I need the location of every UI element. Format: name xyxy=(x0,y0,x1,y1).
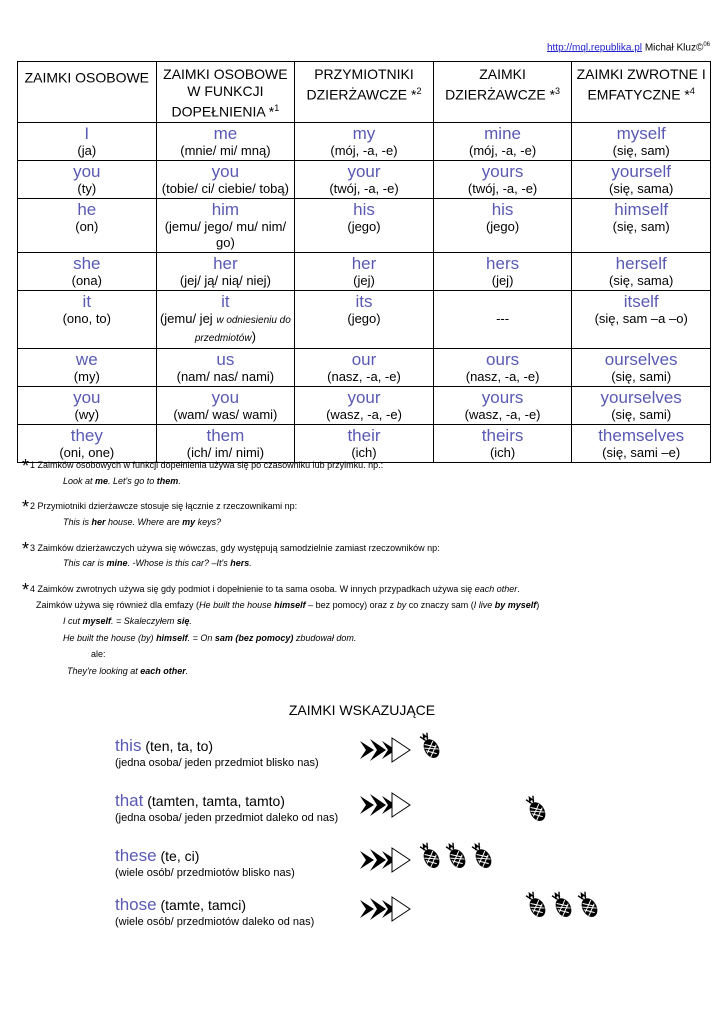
polish-translation: (jego) xyxy=(347,218,381,234)
table-cell xyxy=(18,386,157,424)
english-pronoun: you xyxy=(211,387,240,407)
polish-translation: (nasz, -a, -e) xyxy=(465,368,540,384)
polish-translation: --- xyxy=(496,310,510,326)
table-cell xyxy=(156,198,295,252)
english-pronoun: yours xyxy=(481,387,524,407)
footnote-4-example-2: He built the house (by) himself. = On sam (bez pomocy) zbudował dom. xyxy=(63,633,357,643)
table-cell xyxy=(156,252,295,290)
table-cell xyxy=(18,252,157,290)
polish-translation: (mój, -a, -e) xyxy=(468,142,537,158)
demonstrative-translation: (tamten, tamta, tamto) xyxy=(143,793,285,809)
footnote-2-example: This is her house. Where are my keys? xyxy=(63,517,222,527)
polish-translation: (on) xyxy=(75,218,99,234)
footnote-4-example-3: They're looking at each other. xyxy=(67,666,189,676)
demonstrative-description: (wiele osób/ przedmiotów blisko nas) xyxy=(115,867,295,879)
english-pronoun: him xyxy=(211,199,240,219)
demonstrative-translation: (ten, ta, to) xyxy=(141,738,214,754)
demonstrative-translation: (tamte, tamci) xyxy=(156,897,247,913)
polish-translation: (jego) xyxy=(347,310,381,326)
english-pronoun xyxy=(436,292,570,311)
footnote-4-emphasis: Zaimków używa się również dla emfazy (He built the house himself – bez pomocy) oraz z by co znaczy sam (I live by myself) xyxy=(36,600,540,610)
column-header: ZAIMKI ZWROTNE I EMFATYCZNE *$^4$ xyxy=(572,62,711,123)
english-pronoun: myself xyxy=(616,123,666,143)
polish-translation: (mnie/ mi/ mną) xyxy=(180,142,271,158)
english-pronoun: I xyxy=(84,123,90,143)
demonstrative-word: those xyxy=(115,895,157,914)
polish-translation: (się, sama) xyxy=(609,180,674,196)
table-row xyxy=(18,198,711,252)
column-header: PRZYMIOTNIKI DZIERŻAWCZE *$^2$ xyxy=(295,62,434,123)
english-pronoun: me xyxy=(213,123,238,143)
footnote-3: *3 Zaimków dzierżawczych używa się wówczas, gdy występują samodzielnie zamiast rzeczowników np: xyxy=(22,539,440,559)
table-cell xyxy=(572,252,711,290)
english-pronoun: your xyxy=(347,387,381,407)
english-pronoun: theirs xyxy=(481,425,524,445)
table-cell xyxy=(156,122,295,160)
pronoun-table xyxy=(17,61,711,463)
pineapple-icon xyxy=(418,730,442,762)
english-pronoun: yours xyxy=(481,161,524,181)
english-pronoun: itself xyxy=(623,291,659,311)
column-header: ZAIMKI OSOBOWE xyxy=(18,62,157,123)
polish-translation: (twój, -a, -e) xyxy=(467,180,538,196)
table-row xyxy=(18,290,711,348)
table-cell xyxy=(295,160,434,198)
polish-translation: (ich) xyxy=(351,444,377,460)
demonstrative-word: this xyxy=(115,736,142,755)
footnote-4-ale: ale: xyxy=(91,649,106,659)
polish-translation: (jemu/ jej w odniesieniu do przedmiotów) xyxy=(159,310,291,344)
english-pronoun: they xyxy=(70,425,103,445)
pineapple-icon xyxy=(418,840,442,872)
english-pronoun: ours xyxy=(486,349,520,369)
english-pronoun: she xyxy=(73,253,101,273)
table-cell xyxy=(433,160,572,198)
demonstrative-that xyxy=(115,791,338,824)
polish-translation: (jej) xyxy=(491,272,514,288)
english-pronoun: mine xyxy=(484,123,521,143)
polish-translation: (się, sam) xyxy=(612,142,670,158)
table-cell xyxy=(18,290,157,348)
polish-translation: (wasz, -a, -e) xyxy=(326,406,402,422)
table-cell xyxy=(295,198,434,252)
demonstratives-title: ZAIMKI WSKAZUJĄCE xyxy=(288,702,436,718)
table-cell xyxy=(156,386,295,424)
english-pronoun: her xyxy=(351,253,377,273)
table-cell xyxy=(433,424,572,462)
table-cell xyxy=(572,198,711,252)
polish-translation: (się, sami) xyxy=(611,368,672,384)
polish-translation: (my) xyxy=(73,368,100,384)
author-name: Michał Kluz© xyxy=(644,42,704,54)
author-link[interactable]: http://mql.republika.pl xyxy=(546,42,643,54)
english-pronoun: us xyxy=(216,349,235,369)
demonstrative-those xyxy=(115,895,314,928)
polish-translation: (ich/ im/ nimi) xyxy=(186,444,265,460)
english-pronoun: his xyxy=(491,199,514,219)
english-pronoun: them xyxy=(206,425,245,445)
polish-translation: (mój, -a, -e) xyxy=(330,142,398,158)
english-pronoun: their xyxy=(347,425,381,445)
table-cell xyxy=(295,290,434,348)
footnote-1-example: Look at me. Let's go to them. xyxy=(63,476,181,486)
polish-translation: (jego) xyxy=(485,218,520,234)
english-pronoun: her xyxy=(213,253,238,273)
english-pronoun: yourselves xyxy=(600,387,682,407)
footnote-4: *4 Zaimków zwrotnych używa się gdy podmiot i dopełnienie to ta sama osoba. W innych przypadkach używa się each other. xyxy=(22,580,520,600)
table-cell xyxy=(156,160,295,198)
arrow-icon xyxy=(360,896,412,922)
demonstrative-description: (jedna osoba/ jeden przedmiot blisko nas) xyxy=(115,757,319,769)
english-pronoun: herself xyxy=(615,253,667,273)
table-cell xyxy=(295,122,434,160)
table-cell xyxy=(572,160,711,198)
table-cell xyxy=(572,386,711,424)
polish-translation: (nasz, -a, -e) xyxy=(327,368,401,384)
column-header: ZAIMKI DZIERŻAWCZE *$^3$ xyxy=(433,62,572,123)
english-pronoun: it xyxy=(82,291,92,311)
table-row xyxy=(18,252,711,290)
demonstrative-these xyxy=(115,846,295,879)
english-pronoun: you xyxy=(73,161,101,181)
footnote-1: *1 Zaimków osobowych w funkcji dopełnienia używa się po czasowniku lub przyimku. np.: xyxy=(22,456,384,476)
table-cell xyxy=(156,348,295,386)
pineapple-icon xyxy=(576,889,600,921)
english-pronoun: he xyxy=(77,199,97,219)
table-cell xyxy=(295,252,434,290)
table-cell xyxy=(295,348,434,386)
table-cell xyxy=(572,348,711,386)
demonstrative-description: (wiele osób/ przedmiotów daleko od nas) xyxy=(115,916,315,928)
english-pronoun: himself xyxy=(614,199,669,219)
demonstrative-description: (jedna osoba/ jeden przedmiot daleko od nas) xyxy=(115,812,339,824)
polish-translation: (ona) xyxy=(71,272,102,288)
english-pronoun: ourselves xyxy=(604,349,678,369)
demonstrative-word: these xyxy=(115,846,157,865)
table-row xyxy=(18,348,711,386)
polish-translation: (się, sami –e) xyxy=(602,444,681,460)
table-cell xyxy=(572,424,711,462)
table-cell xyxy=(433,122,572,160)
english-pronoun: its xyxy=(355,291,373,311)
demonstrative-word: that xyxy=(115,791,144,810)
pineapple-icon xyxy=(550,889,574,921)
polish-translation: (oni, one) xyxy=(59,444,115,460)
english-pronoun: you xyxy=(73,387,101,407)
arrow-icon xyxy=(360,792,412,818)
polish-translation: (wasz, -a, -e) xyxy=(464,406,541,422)
table-cell xyxy=(433,252,572,290)
english-pronoun: themselves xyxy=(598,425,685,445)
pineapple-icon xyxy=(524,793,548,825)
demonstrative-this xyxy=(115,736,319,769)
polish-translation: (się, sama) xyxy=(609,272,674,288)
polish-translation: (ich) xyxy=(489,444,516,460)
polish-translation: (tobie/ ci/ ciebie/ tobą) xyxy=(161,180,289,196)
english-pronoun: hers xyxy=(486,253,520,273)
table-cell xyxy=(433,348,572,386)
pineapple-icon xyxy=(524,889,548,921)
polish-translation: (się, sam) xyxy=(612,218,670,234)
table-row xyxy=(18,386,711,424)
table-row xyxy=(18,122,711,160)
table-cell xyxy=(572,290,711,348)
table-cell xyxy=(156,290,295,348)
table-cell xyxy=(18,198,157,252)
copyright-year: 06 xyxy=(703,42,710,48)
polish-translation: (się, sami) xyxy=(611,406,672,422)
polish-translation: (nam/ nas/ nami) xyxy=(176,368,275,384)
footnote-4-example-1: I cut myself. = Skaleczyłem się. xyxy=(63,616,192,626)
column-header: ZAIMKI OSOBOWE W FUNKCJI DOPEŁNIENIA *$^1$ xyxy=(156,62,295,123)
polish-translation: (się, sam –a –o) xyxy=(594,310,688,326)
english-pronoun: you xyxy=(211,161,240,181)
polish-translation: (twój, -a, -e) xyxy=(329,180,399,196)
table-cell xyxy=(18,122,157,160)
table-cell xyxy=(572,122,711,160)
footnote-2: *2 Przymiotniki dzierżawcze stosuje się łącznie z rzeczownikami np: xyxy=(22,497,298,517)
demonstrative-translation: (te, ci) xyxy=(156,848,200,864)
footnote-3-example: This car is mine. -Whose is this car? –It's hers. xyxy=(63,558,252,568)
arrow-icon xyxy=(360,847,412,873)
english-pronoun: it xyxy=(221,291,230,311)
english-pronoun: his xyxy=(353,199,375,219)
pineapple-icon xyxy=(470,840,494,872)
pineapple-icon xyxy=(444,840,468,872)
polish-translation: (ty) xyxy=(77,180,97,196)
table-cell xyxy=(433,386,572,424)
table-cell xyxy=(433,290,572,348)
english-pronoun: yourself xyxy=(611,161,671,181)
table-cell xyxy=(295,386,434,424)
polish-translation: (ono, to) xyxy=(62,310,111,326)
english-pronoun: my xyxy=(352,123,376,143)
polish-translation: (jej) xyxy=(353,272,375,288)
polish-translation: (ja) xyxy=(77,142,97,158)
polish-translation: (wy) xyxy=(74,406,100,422)
table-row xyxy=(18,160,711,198)
table-cell xyxy=(18,160,157,198)
english-pronoun: your xyxy=(347,161,381,181)
table-cell xyxy=(433,198,572,252)
english-pronoun: we xyxy=(75,349,98,369)
header-credit xyxy=(547,42,710,53)
polish-translation: (jej/ ją/ nią/ niej) xyxy=(179,272,271,288)
table-cell xyxy=(18,348,157,386)
polish-translation: (jemu/ jego/ mu/ nim/ go) xyxy=(164,218,287,250)
arrow-icon xyxy=(360,737,412,763)
polish-translation: (wam/ was/ wami) xyxy=(173,406,278,422)
english-pronoun: our xyxy=(351,349,377,369)
